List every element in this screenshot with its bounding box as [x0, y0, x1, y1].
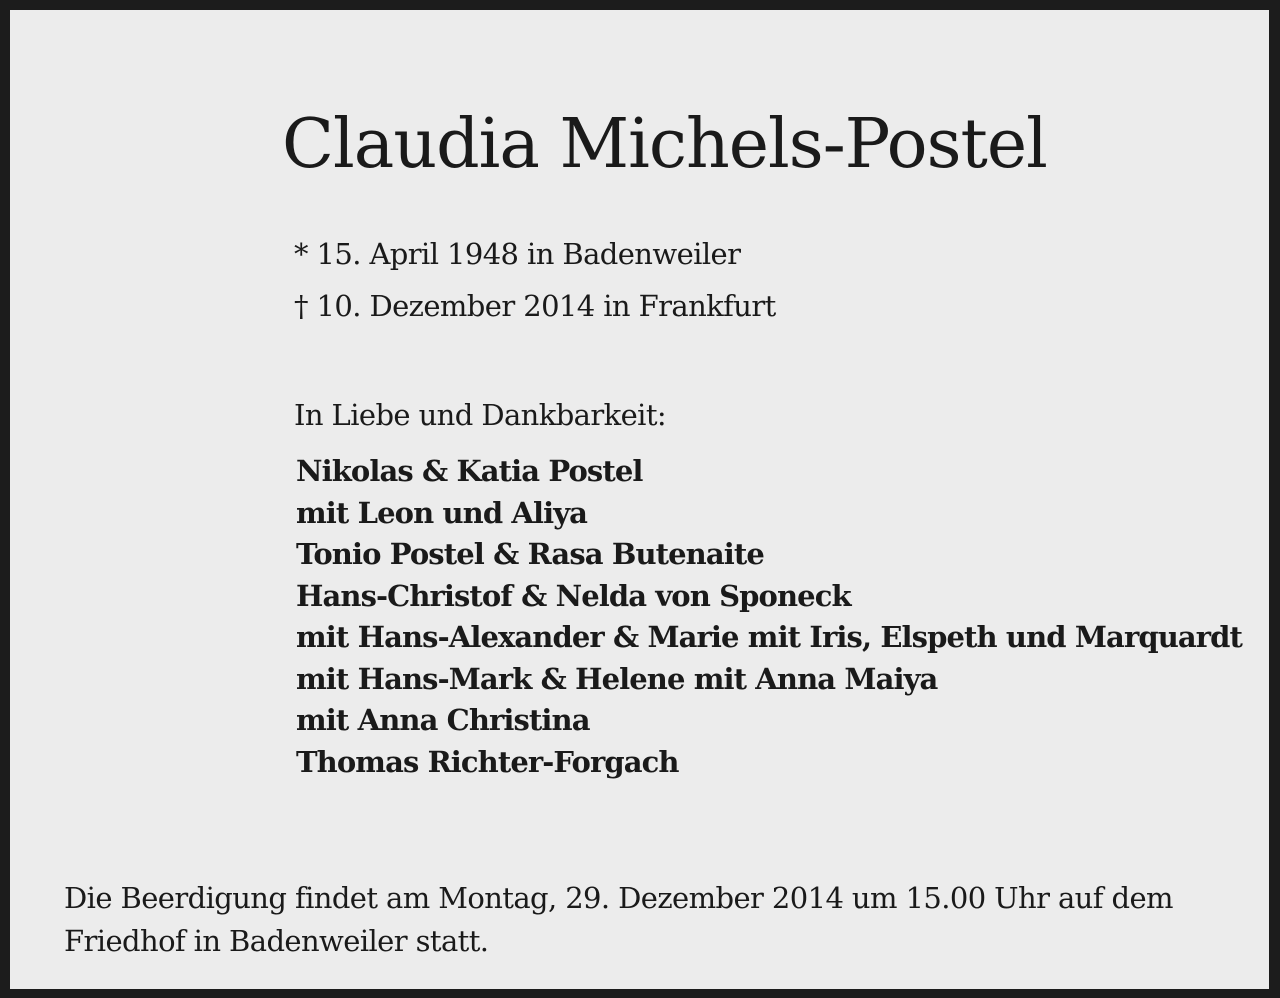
funeral-info: Die Beerdigung findet am Montag, 29. Dezember 2014 um 15.00 Uhr auf dem Friedhof in Badenweiler statt.	[64, 881, 1173, 958]
mourner-line: mit Anna Christina	[296, 703, 590, 737]
death-date: † 10. Dezember 2014 in Frankfurt	[294, 289, 776, 323]
deceased-name: Claudia Michels-Postel	[282, 105, 1047, 184]
mourner-line: Thomas Richter-Forgach	[296, 744, 679, 779]
life-dates	[294, 228, 776, 332]
mourner-line: mit Leon und Aliya	[296, 495, 588, 530]
dedication-line: In Liebe und Dankbarkeit:	[294, 398, 667, 432]
mourner-line: mit Hans-Mark & Helene mit Anna Maiya	[296, 661, 938, 696]
birth-date: * 15. April 1948 in Badenweiler	[294, 237, 741, 271]
mourners-list	[296, 451, 1242, 783]
mourner-line: Nikolas & Katia Postel	[296, 454, 643, 488]
mourner-line: Tonio Postel & Rasa Butenaite	[296, 537, 764, 571]
mourner-line: Hans-Christof & Nelda von Sponeck	[296, 578, 851, 613]
mourner-line: mit Hans-Alexander & Marie mit Iris, Elspeth und Marquardt	[296, 620, 1243, 654]
